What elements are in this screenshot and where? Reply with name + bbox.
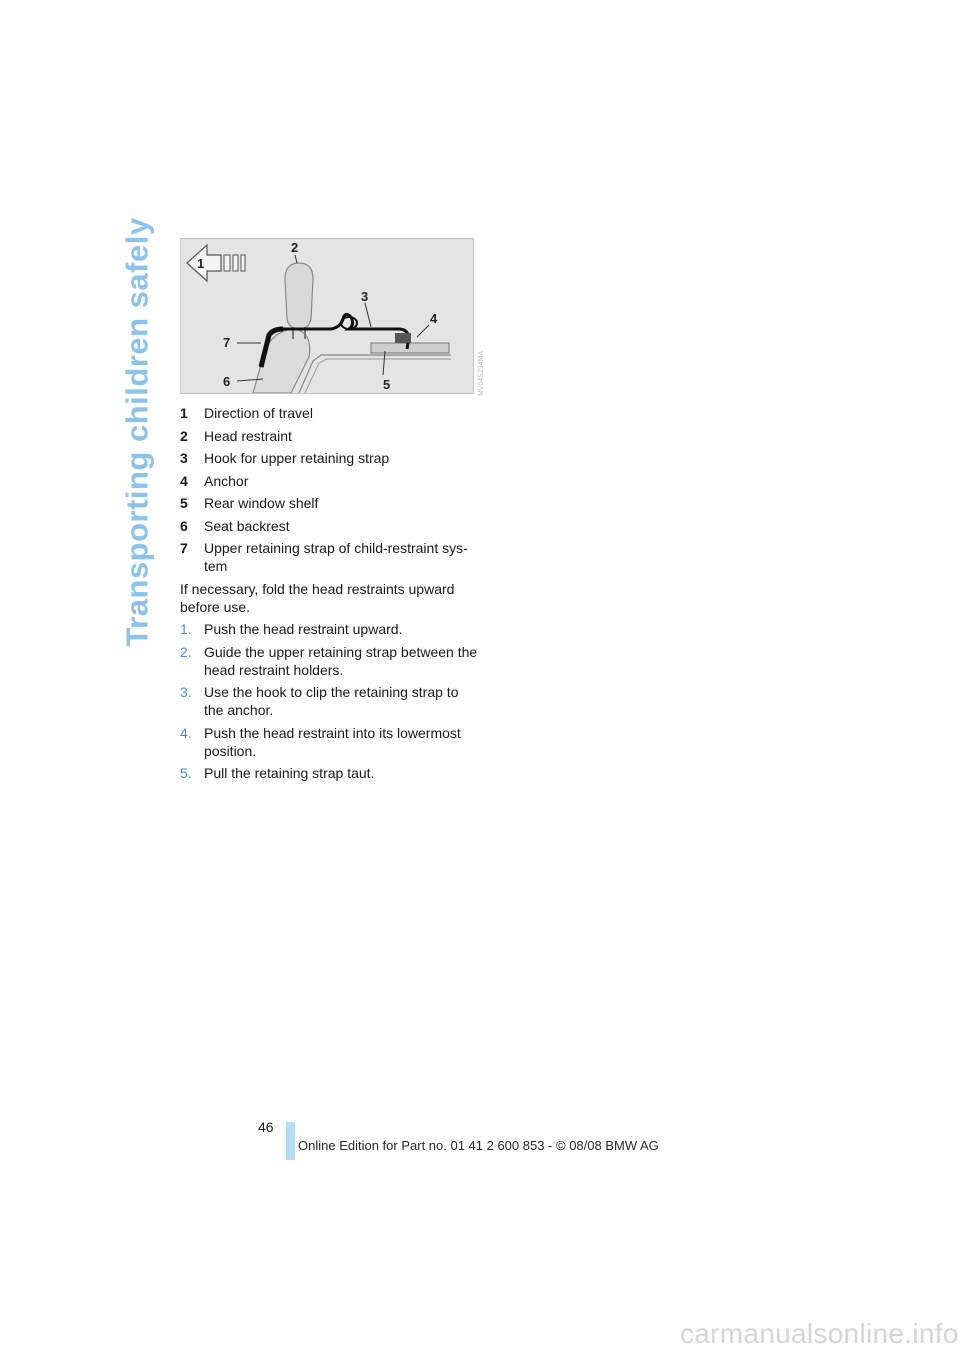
- step-text: Guide the upper retaining strap between the head restraint holders.: [204, 643, 478, 678]
- callout-7: 7: [223, 335, 231, 350]
- direction-arrow-icon: [187, 245, 245, 281]
- step-number: 3.: [180, 684, 192, 700]
- step-item: [180, 643, 480, 679]
- step-text: Use the hook to clip the retaining strap to the anchor.: [204, 684, 459, 718]
- callout-6: 6: [223, 374, 231, 389]
- figure-legend: [180, 404, 480, 580]
- section-title-text: Transporting children safely: [120, 217, 155, 647]
- legend-text: Seat backrest: [204, 517, 290, 534]
- figure-code: MV04S234MA: [478, 350, 485, 396]
- legend-number: 4: [180, 472, 188, 489]
- legend-text: Head restraint: [204, 427, 292, 444]
- rear-window-shelf-shape: [299, 343, 451, 393]
- legend-item: [180, 472, 480, 490]
- step-item: [180, 683, 480, 719]
- legend-number: 7: [180, 540, 188, 556]
- step-text: Pull the retaining strap taut.: [204, 765, 375, 781]
- footer-accent-bar: [286, 1122, 295, 1160]
- callout-5: 5: [383, 377, 391, 392]
- section-title: [118, 217, 158, 647]
- legend-text: Hook for upper retaining strap: [204, 450, 390, 466]
- legend-number: 1: [180, 405, 188, 421]
- legend-text: Direction of travel: [204, 405, 313, 421]
- step-number: 4.: [180, 724, 192, 741]
- legend-item: [180, 427, 480, 445]
- step-item: [180, 764, 480, 782]
- step-number: 1.: [180, 621, 192, 637]
- legend-item: [180, 404, 480, 422]
- legend-text: Anchor: [204, 472, 249, 489]
- legend-number: 3: [180, 450, 188, 466]
- legend-item: [180, 517, 480, 535]
- callout-4: 4: [430, 311, 438, 326]
- legend-item: [180, 494, 480, 512]
- legend-number: 2: [180, 427, 188, 444]
- step-item: [180, 620, 480, 638]
- legend-text: Rear window shelf: [204, 495, 319, 511]
- step-number: 2.: [180, 643, 192, 660]
- legend-number: 6: [180, 517, 188, 534]
- callout-3: 3: [361, 289, 369, 304]
- child-seat-tether-illustration: [180, 238, 474, 394]
- legend-item: [180, 539, 480, 575]
- step-text: Push the head restraint upward.: [204, 621, 403, 637]
- watermark-text: carmanualsonline.info: [680, 1318, 959, 1349]
- legend-number: 5: [180, 495, 188, 511]
- intro-paragraph: If necessary, fold the head restraints upward before use.: [180, 581, 455, 615]
- page-number: 46: [258, 1119, 274, 1135]
- footer-edition-text: Online Edition for Part no. 01 41 2 600 853 - © 08/08 BMW AG: [298, 1138, 659, 1153]
- instruction-steps: [180, 620, 480, 787]
- callout-2: 2: [291, 240, 299, 255]
- illustration-svg: [181, 239, 473, 393]
- step-item: [180, 724, 480, 760]
- step-text: Push the head restraint into its lowermost position.: [204, 724, 461, 759]
- legend-text: Upper retaining strap of child-restraint sys-tem: [204, 540, 468, 574]
- callout-1: 1: [197, 256, 205, 271]
- step-number: 5.: [180, 765, 192, 781]
- legend-item: [180, 449, 480, 467]
